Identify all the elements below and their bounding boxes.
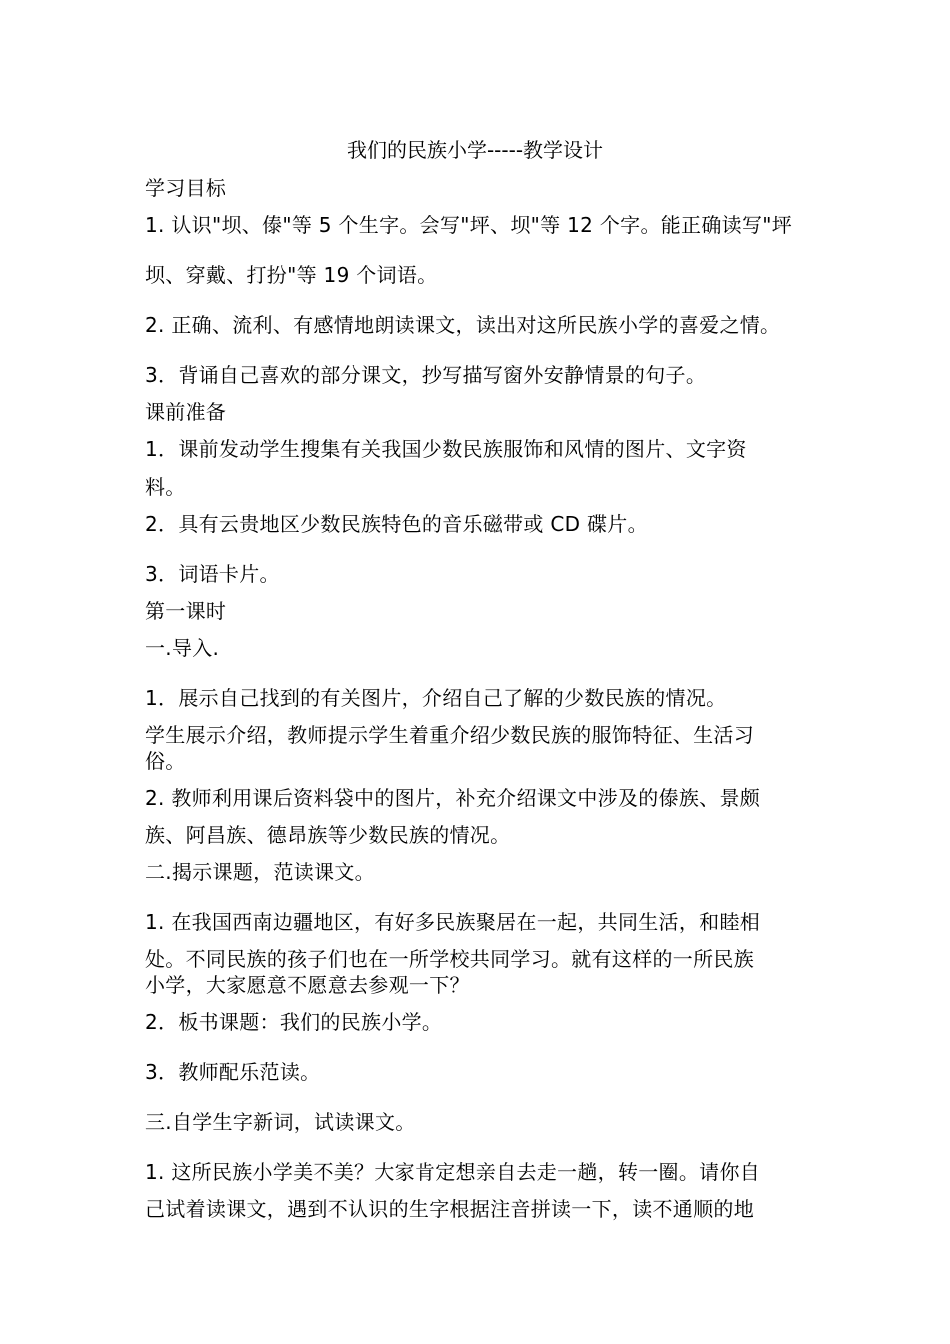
text-line: 2. 教师利用课后资料袋中的图片，补充介绍课文中涉及的傣族、景颇 — [145, 786, 761, 810]
text-line: 1. 认识"坝、傣"等 5 个生字。会写"坪、坝"等 12 个字。能正确读写"坪 — [145, 213, 793, 237]
text-line: 1．课前发动学生搜集有关我国少数民族服饰和风情的图片、文字资 — [145, 437, 747, 461]
text-line: 2. 正确、流利、有感情地朗读课文，读出对这所民族小学的喜爱之情。 — [145, 313, 781, 337]
subsection-heading: 三.自学生字新词，试读课文。 — [145, 1110, 416, 1134]
text-line: 小学，大家愿意不愿意去参观一下？ — [145, 973, 470, 997]
text-line: 坝、穿戴、打扮"等 19 个词语。 — [145, 263, 438, 287]
section-heading-first-lesson: 第一课时 — [145, 599, 227, 623]
text-line: 处。不同民族的孩子们也在一所学校共同学习。就有这样的一所民族 — [145, 947, 754, 971]
text-line: 1. 在我国西南边疆地区，有好多民族聚居在一起，共同生活，和睦相 — [145, 910, 761, 934]
text-line: 己试着读课文，遇到不认识的生字根据注音拼读一下，读不通顺的地 — [145, 1197, 754, 1221]
subsection-heading: 二.揭示课题，范读课文。 — [145, 860, 375, 884]
text-line: 2．板书课题：我们的民族小学。 — [145, 1010, 443, 1034]
text-line: 学生展示介绍，教师提示学生着重介绍少数民族的服饰特征、生活习 — [145, 723, 754, 747]
text-line: 3．教师配乐范读。 — [145, 1060, 321, 1084]
text-line: 俗。 — [145, 749, 186, 773]
document-title: 我们的民族小学-----教学设计 — [346, 138, 604, 162]
text-line: 3．词语卡片。 — [145, 562, 280, 586]
text-line: 族、阿昌族、德昂族等少数民族的情况。 — [145, 823, 511, 847]
text-line: 1. 这所民族小学美不美？大家肯定想亲自去走一趟，转一圈。请你自 — [145, 1160, 761, 1184]
subsection-heading: 一.导入. — [145, 636, 220, 660]
section-heading-learning-goals: 学习目标 — [145, 176, 227, 200]
text-line: 1．展示自己找到的有关图片，介绍自己了解的少数民族的情况。 — [145, 686, 727, 710]
text-line: 3．背诵自己喜欢的部分课文，抄写描写窗外安静情景的句子。 — [145, 363, 707, 387]
section-heading-preparation: 课前准备 — [145, 400, 227, 424]
text-line: 2．具有云贵地区少数民族特色的音乐磁带或 CD 碟片。 — [145, 512, 648, 536]
text-line: 料。 — [145, 475, 186, 499]
